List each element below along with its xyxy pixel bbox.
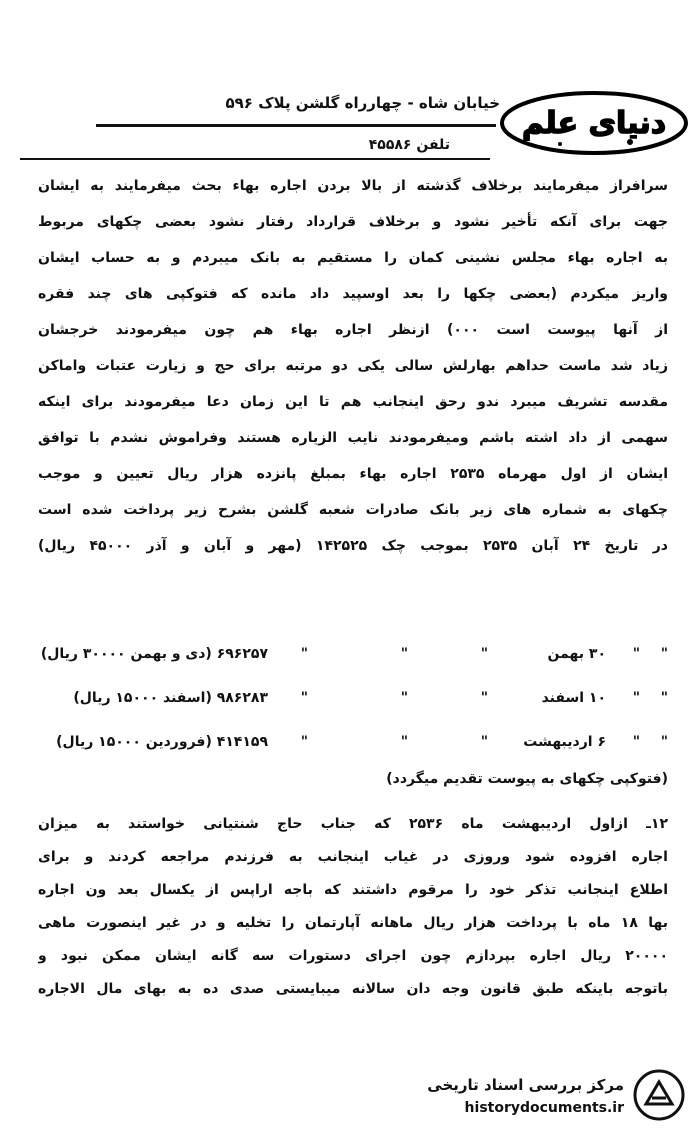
ditto-mark: " [400, 646, 408, 662]
ditto-mark: " [480, 734, 488, 750]
letterhead-logo [500, 90, 688, 156]
body-line: سهمی از داد اشته باشم ومیفرمودند نایب الزیاره هستند وفراموش نشدم با توافق [38, 430, 668, 446]
letterhead-phone: تلفن ۴۵۵۸۶ [368, 137, 450, 153]
cheque-date: ۳۰ بهمن [547, 646, 606, 662]
cheque-desc: (فروردین ۱۵۰۰۰ ریال) [56, 734, 212, 750]
attachment-note: (فتوکپی چکهای به پیوست تقدیم میگردد) [386, 771, 668, 787]
body-line: در تاریخ ۲۴ آبان ۲۵۳۵ بموجب چک ۱۴۲۵۲۵ (مهر و آبان و آذر ۴۵۰۰۰ ریال) [38, 538, 668, 554]
cheque-row [38, 676, 668, 720]
body-line: به اجاره بهاء مجلس نشینی کمان را مستقیم به بانک میبردم و به حساب ایشان [38, 250, 668, 266]
cheque-number-value: ۴۱۴۱۵۹ [216, 734, 268, 750]
ditto-mark: " [480, 690, 488, 706]
cheque-row [38, 720, 668, 764]
letter-body [38, 168, 668, 564]
body-line: سرافراز میفرمایند برخلاف گذشته از بالا بردن اجاره بهاء بحث میفرمایند به ایشان [38, 178, 668, 194]
cheque-date: ۶ اردیبهشت [523, 734, 606, 750]
ditto-mark: " [632, 646, 640, 662]
cheque-row [38, 632, 668, 676]
letter-body-section-12 [38, 808, 668, 1006]
cheque-date: ۱۰ اسفند [541, 690, 606, 706]
letterhead [0, 0, 700, 175]
body-line: ۲۰۰۰۰ ریال اجاره بپردازم چون اجرای دستورات سه گانه ایشان ممکن نبود و [38, 948, 668, 964]
ditto-mark: " [300, 646, 308, 662]
body-line: زیاد شد ماست حداهم بهارلش سالی یکی دو مرتبه برای حج و زیارت عتبات واماکن [38, 358, 668, 374]
watermark [406, 1062, 686, 1126]
ditto-mark: " [300, 690, 308, 706]
ditto-mark: " [400, 734, 408, 750]
body-line: چکهای به شماره های زیر بانک صادرات شعبه گلشن بشرح زیر پرداخت شده است [38, 502, 668, 518]
cheque-list [38, 632, 668, 764]
cheque-desc: (دی و بهمن ۳۰۰۰۰ ریال) [40, 646, 212, 662]
ditto-mark: " [400, 690, 408, 706]
letterhead-rule-top [96, 124, 496, 127]
cheque-number [56, 720, 268, 764]
body-line: اجاره افزوده شود وروزی در غیاب اینجانب به فرزندم مراجعه کردند و برای [38, 849, 668, 865]
body-line: ایشان از اول مهرماه ۲۵۳۵ اجاره بهاء بمبلغ پانزده هزار ریال تعیین و موجب [38, 466, 668, 482]
cheque-number [41, 632, 268, 676]
logo-text: دنیای علم [521, 105, 667, 141]
ditto-mark: " [480, 646, 488, 662]
body-line: از آنها پیوست است ۰۰۰) ازنظر اجاره بهاء هم چون میفرمودند خرجشان [38, 322, 668, 338]
body-line: باتوجه باینکه طبق قانون وجه دان سالانه میبایستی صدی ده به بهای مال الاجاره [38, 981, 668, 997]
archive-emblem-icon [632, 1068, 686, 1122]
body-line: ۱۲ـ ازاول اردیبهشت ماه ۲۵۳۶ که جناب حاج شنتیانی خواستند به میزان [38, 816, 668, 832]
watermark-url: historydocuments.ir [464, 1100, 624, 1116]
cheque-number-value: ۶۹۶۲۵۷ [216, 646, 268, 662]
body-line: بها ۱۸ ماه با پرداخت هزار ریال ماهانه آپارتمان را تخلیه و در غیر اینصورت ماهی [38, 915, 668, 931]
ditto-mark: " [300, 734, 308, 750]
letterhead-rule-bottom [20, 158, 490, 160]
ditto-mark: " [660, 690, 668, 706]
cheque-desc: (اسفند ۱۵۰۰۰ ریال) [73, 690, 212, 706]
body-line: اطلاع اینجانب تذکر خود را مرقوم داشتند که باجه اراپس از یکسال بعد ون اجاره [38, 882, 668, 898]
letterhead-address: خیابان شاه - چهارراه گلشن پلاک ۵۹۶ [225, 94, 500, 112]
ditto-mark: " [632, 734, 640, 750]
ditto-mark: " [632, 690, 640, 706]
body-line: واریز میکردم (بعضی چکها را بعد اوسپید داد مانده که فتوکپی های چند فقره [38, 286, 668, 302]
cheque-number-value: ۹۸۶۲۸۳ [216, 690, 268, 706]
ditto-mark: " [660, 646, 668, 662]
body-line: مقدسه تشریف میبرد ندو رحق اینجانب هم تا این زمان دعا میفرمودند برای اینکه [38, 394, 668, 410]
cheque-number [73, 676, 268, 720]
watermark-name: مرکز بررسی اسناد تاریخی [427, 1076, 624, 1094]
ditto-mark: " [660, 734, 668, 750]
body-line: جهت برای آنکه تأخیر نشود و برخلاف قرارداد رفتار نشود بعضی چکهای مربوط [38, 214, 668, 230]
